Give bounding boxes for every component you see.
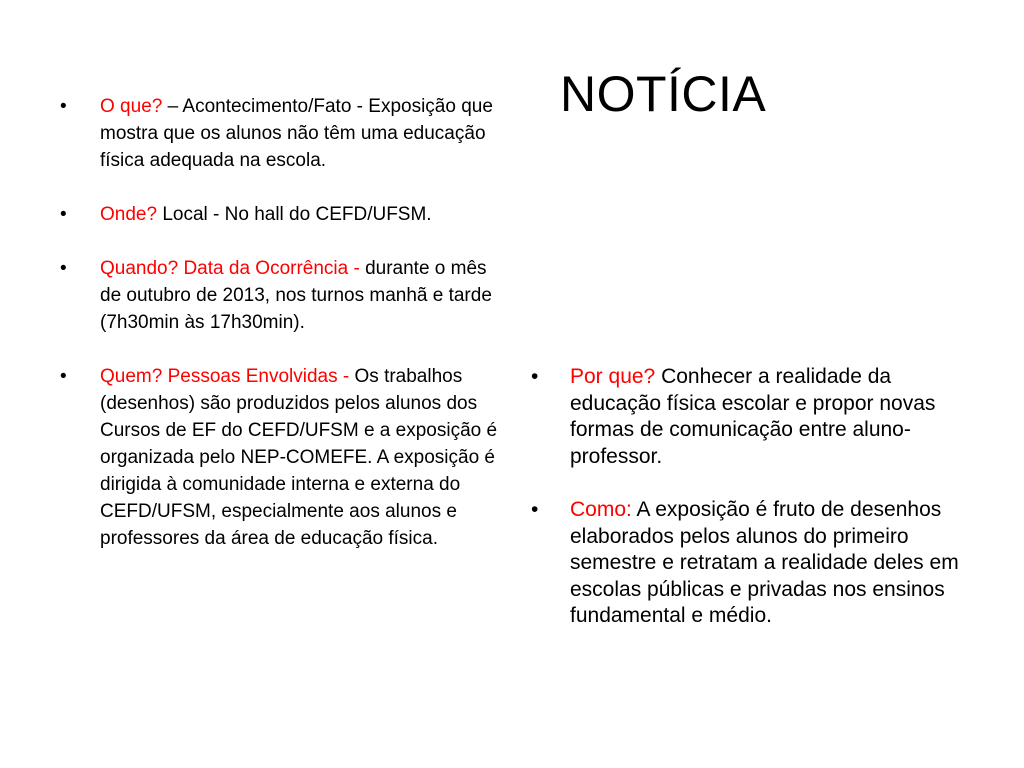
right-bullet-list xyxy=(531,364,971,630)
bullet-icon: • xyxy=(531,498,539,521)
bullet-item-quem xyxy=(60,363,500,552)
bullet-text: Local - No hall do CEFD/UFSM. xyxy=(157,204,432,225)
bullet-text: Os trabalhos (desenhos) são produzidos pelos alunos dos Cursos de EF do CEFD/UFSM e a exposição é organizada pelo NEP-COMEFE. A exposição é dirigida à comunidade interna e externa do CEFD/UFSM, especialmente aos alunos e professores da área de educação física. xyxy=(100,366,498,549)
bullet-text: Conhecer a realidade da educação física escolar e propor novas formas de comunicação entre aluno-professor. xyxy=(570,365,936,468)
slide-title: NOTÍCIA xyxy=(560,66,767,122)
bullet-text: – Acontecimento/Fato - Exposição que mostra que os alunos não têm uma educação física adequada na escola. xyxy=(100,96,493,171)
bullet-item-onde xyxy=(60,201,500,228)
bullet-text: A exposição é fruto de desenhos elaborados pelos alunos do primeiro semestre e retratam a realidade deles em escolas públicas e privadas nos ensinos fundamental e médio. xyxy=(570,498,959,627)
bullet-item-o-que xyxy=(60,93,500,174)
bullet-label: Como: xyxy=(570,498,632,521)
bullet-icon: • xyxy=(60,258,67,279)
bullet-icon: • xyxy=(60,96,67,117)
bullet-item-como xyxy=(531,497,971,630)
bullet-item-quando xyxy=(60,255,500,336)
bullet-label: Quem? Pessoas Envolvidas - xyxy=(100,366,350,387)
bullet-icon: • xyxy=(60,366,67,387)
bullet-label: O que? xyxy=(100,96,163,117)
left-bullet-list xyxy=(60,93,500,552)
bullet-text: durante o mês de outubro de 2013, nos turnos manhã e tarde (7h30min às 17h30min). xyxy=(100,258,492,333)
bullet-icon: • xyxy=(531,365,539,388)
bullet-icon: • xyxy=(60,204,67,225)
bullet-label: Quando? Data da Ocorrência - xyxy=(100,258,360,279)
bullet-label: Por que? xyxy=(570,365,656,388)
bullet-label: Onde? xyxy=(100,204,158,225)
bullet-item-por-que xyxy=(531,364,971,470)
